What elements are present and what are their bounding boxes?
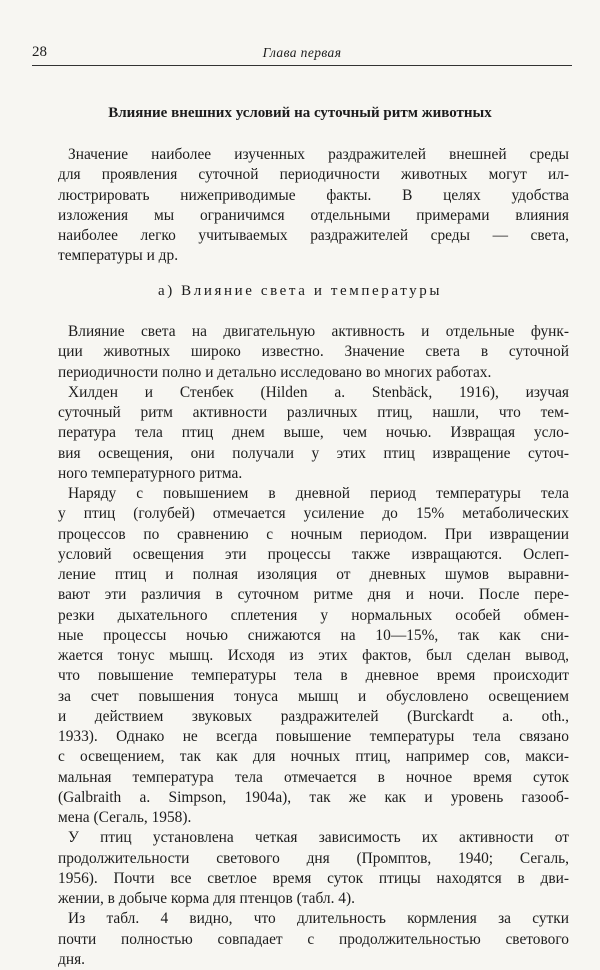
text-line: суточный ритм активности различных птиц, нашли, что тем- <box>58 404 569 421</box>
text-line: Наряду с повышением в дневной период температуры тела <box>68 485 569 502</box>
intro-paragraph <box>58 145 569 267</box>
text-line: Влияние света на двигательную активность и отдельные функ- <box>68 323 569 340</box>
text-line: за счет повышения тонуса мышц и обусловлено освещением <box>58 687 569 705</box>
page-number: 28 <box>32 44 47 60</box>
text-line: дня. <box>58 950 85 968</box>
text-line: ции животных широко известно. Значение света в суточной <box>58 343 569 361</box>
text-line: Из табл. 4 видно, что длительность кормления за сутки <box>68 910 569 928</box>
text-line: пература тела птиц днем выше, чем ночью. Извращая усло- <box>58 424 569 442</box>
text-line: ные процессы ночью снижаются на 10—15%, так как сни- <box>58 626 569 644</box>
text-line: 1956). Почти все светлое время суток птицы находятся в дви- <box>58 869 569 887</box>
text-line: ление птиц и полная изоляция от дневных шумов выравни- <box>58 566 569 583</box>
text-line: наиболее легко учитываемых раздражителей среды — света, <box>58 227 569 244</box>
header-rule <box>32 65 572 66</box>
text-line: ного температурного ритма. <box>58 464 243 482</box>
text-line: вают эти различия в суточном ритме дня и ночи. После пере- <box>58 586 569 604</box>
text-line: почти полностью совпадает с продолжительностью светового <box>58 930 569 948</box>
text-line: мена (Сегаль, 1958). <box>58 809 192 826</box>
text-line: что повышение температуры тела в дневное время происходит <box>58 667 569 685</box>
text-line: мальная температура тела отмечается в ночное время суток <box>58 768 569 786</box>
text-line: У птиц установлена четкая зависимость их активности от <box>68 829 569 847</box>
text-line: люстрировать нижеприводимые факты. В целях удобства <box>58 186 569 204</box>
text-line: периодичности полно и детально исследовано во многих работах. <box>58 363 492 381</box>
text-line: и действием звуковых раздражителей (Burckardt a. oth., <box>58 707 569 725</box>
text-line: 1933). Однако не всегда повышение температуры тела связано <box>58 728 569 745</box>
text-line: (Galbraith a. Simpson, 1904а), так же как и уровень газооб- <box>58 788 569 806</box>
text-line: продолжительности светового дня (Промптов, 1940; Сегаль, <box>58 849 569 867</box>
text-line: Хилден и Стенбек (Hilden a. Stenbäck, 1916), изучая <box>68 383 569 401</box>
text-line: условий освещения эти процессы также извращаются. Ослеп- <box>58 545 569 563</box>
body-text <box>58 322 569 970</box>
chapter-title: Глава первая <box>262 45 342 60</box>
section-heading: Влияние внешних условий на суточный ритм животных <box>108 105 492 121</box>
text-line: жении, в добыче корма для птенцов (табл. 4). <box>58 890 355 907</box>
text-line: с освещением, так как для ночных птиц, например сов, макси- <box>58 748 569 766</box>
text-line: температуры и др. <box>58 247 179 265</box>
text-line: для проявления суточной периодичности животных могут ил- <box>58 166 569 184</box>
text-line: изложения мы ограничимся отдельными примерами влияния <box>58 206 569 224</box>
text-line: процессов по сравнению с ночным периодом. При извращении <box>58 525 569 543</box>
text-line: Значение наиболее изученных раздражителей внешней среды <box>68 146 569 163</box>
text-line: резки дыхательного сплетения у нормальных особей обмен- <box>58 606 569 624</box>
text-line: у птиц (голубей) отмечается усиление до 15% метаболических <box>58 505 569 523</box>
subsection-heading: а) Влияние света и температуры <box>157 283 443 299</box>
text-line: вия освещения, они получали у этих птиц извращение суточ- <box>58 444 569 462</box>
text-line: жается тонус мышц. Исходя из этих фактов, был сделан вывод, <box>58 647 569 664</box>
running-head <box>32 44 572 70</box>
